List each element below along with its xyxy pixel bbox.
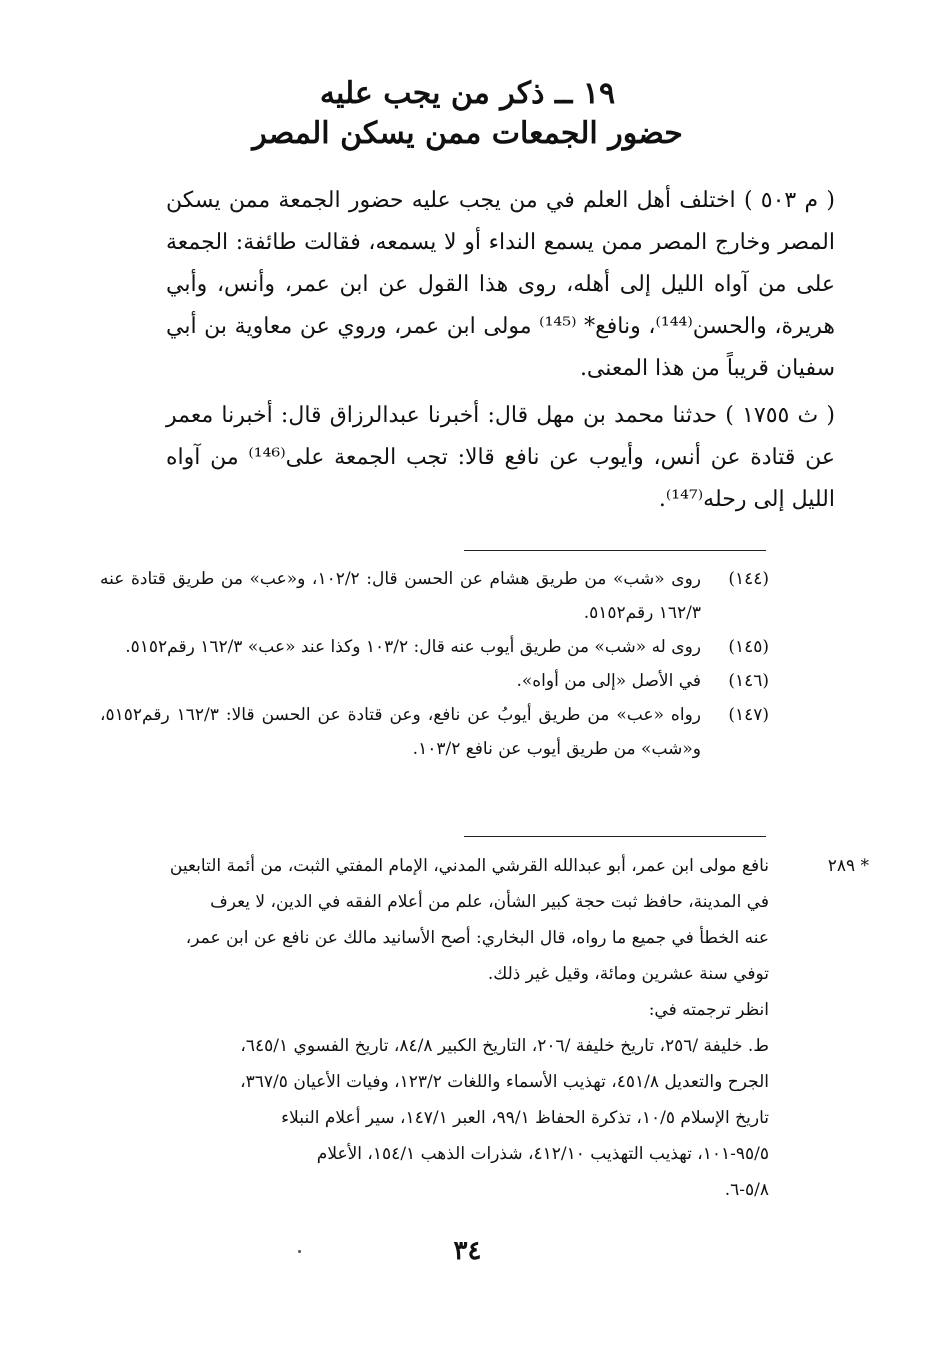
page-number: ٣٤ (453, 1236, 482, 1266)
footnote-number: (١٤٥) (728, 637, 769, 657)
footnote-147 (100, 698, 769, 766)
biography-line: ٩٥/٥-١٠١، تهذيب التهذيب ٤١٢/١٠، شذرات الذهب ١٥٤/١، الأعلام (316, 1144, 769, 1164)
biography-line: انظر ترجمته في: (648, 1000, 769, 1020)
biography-marker: * ٢٨٩ (827, 856, 869, 876)
biography-line: توفي سنة عشرين ومائة، وقيل غير ذلك. (487, 964, 769, 984)
biography-line: ٥/٨-٦. (724, 1180, 769, 1200)
heading-line-2: حضور الجمعات ممن يسكن المصر (252, 116, 683, 151)
footnote-divider (464, 550, 766, 551)
footnote-text: روى له «شب» من طريق أيوب عنه قال: ١٠٣/٢ وكذا عند «عب» ١٦٢/٣ رقم٥١٥٢. (125, 637, 701, 657)
footnote-number: (١٤٦) (728, 671, 769, 691)
biography-line: تاريخ الإسلام ١٠/٥، تذكرة الحفاظ ٩٩/١، العبر ١٤٧/١، سير أعلام النبلاء (281, 1108, 769, 1128)
section-heading (0, 74, 935, 154)
footnote-144 (100, 562, 769, 630)
main-paragraph-2: ( ث ١٧٥٥ ) حدثنا محمد بن مهل قال: أخبرنا عبدالرزاق قال: أخبرنا معمر عن قتادة عن أنس، وأيوب عن نافع قالا: تجب الجمعة على⁽¹⁴⁶⁾ من آواه الليل إلى رحله⁽¹⁴⁷⁾. (166, 403, 835, 512)
biography-line: ط. خليفة /٢٥٦، تاريخ خليفة /٢٠٦، التاريخ الكبير ٨٤/٨، تاريخ الفسوي ٦٤٥/١، (240, 1036, 769, 1056)
footnote-text: في الأصل «إلى من أواه». (516, 671, 701, 691)
biography-line: في المدينة، حافظ ثبت حجة كبير الشأن، علم من أعلام الفقه في الدين، لا يعرف (210, 892, 769, 912)
footnote-number: (١٤٧) (728, 705, 769, 725)
biography-note (100, 848, 869, 1208)
scan-speck (298, 1250, 301, 1253)
biography-divider (464, 836, 766, 837)
footnotes (100, 562, 769, 766)
biography-line: عنه الخطأ في جميع ما رواه، قال البخاري: أصح الأسانيد مالك عن نافع عن ابن عمر، (185, 928, 769, 948)
footnote-text: روى «شب» من طريق هشام عن الحسن قال: ١٠٢/٢، و«عب» من طريق قتادة عنه ١٦٢/٣ رقم٥١٥٢. (100, 569, 701, 623)
footnote-text: رواه «عب» من طريق أيوبُ عن نافع، وعن قتادة عن الحسن قالا: ١٦٢/٣ رقم٥١٥٢، و«شب» من طريق أيوب عن نافع ١٠٣/٢. (100, 705, 701, 759)
footnote-number: (١٤٤) (728, 569, 769, 589)
heading-line-1: ١٩ ــ ذكر من يجب عليه (319, 76, 616, 111)
biography-line: نافع مولى ابن عمر، أبو عبدالله القرشي المدني، الإمام المفتي الثبت، من أئمة التابعين (169, 856, 769, 876)
footnote-145 (100, 630, 769, 664)
footnote-146 (100, 664, 769, 698)
main-paragraph-1: ( م ٥٠٣ ) اختلف أهل العلم في من يجب عليه حضور الجمعة ممن يسكن المصر وخارج المصر ممن يسمع النداء أو لا يسمعه، فقالت طائفة: الجمعة على من آواه الليل إلى أهله، روى هذا القول عن ابن عمر، وأنس، وأبي هريرة، والحسن⁽¹⁴⁴⁾، ونافع* ⁽¹⁴⁵⁾ مولى ابن عمر، وروي عن معاوية بن أبي سفيان قريباً من هذا المعنى. (166, 188, 835, 381)
biography-line: الجرح والتعديل ٤٥١/٨، تهذيب الأسماء واللغات ١٢٣/٢، وفيات الأعيان ٣٦٧/٥، (240, 1072, 769, 1092)
